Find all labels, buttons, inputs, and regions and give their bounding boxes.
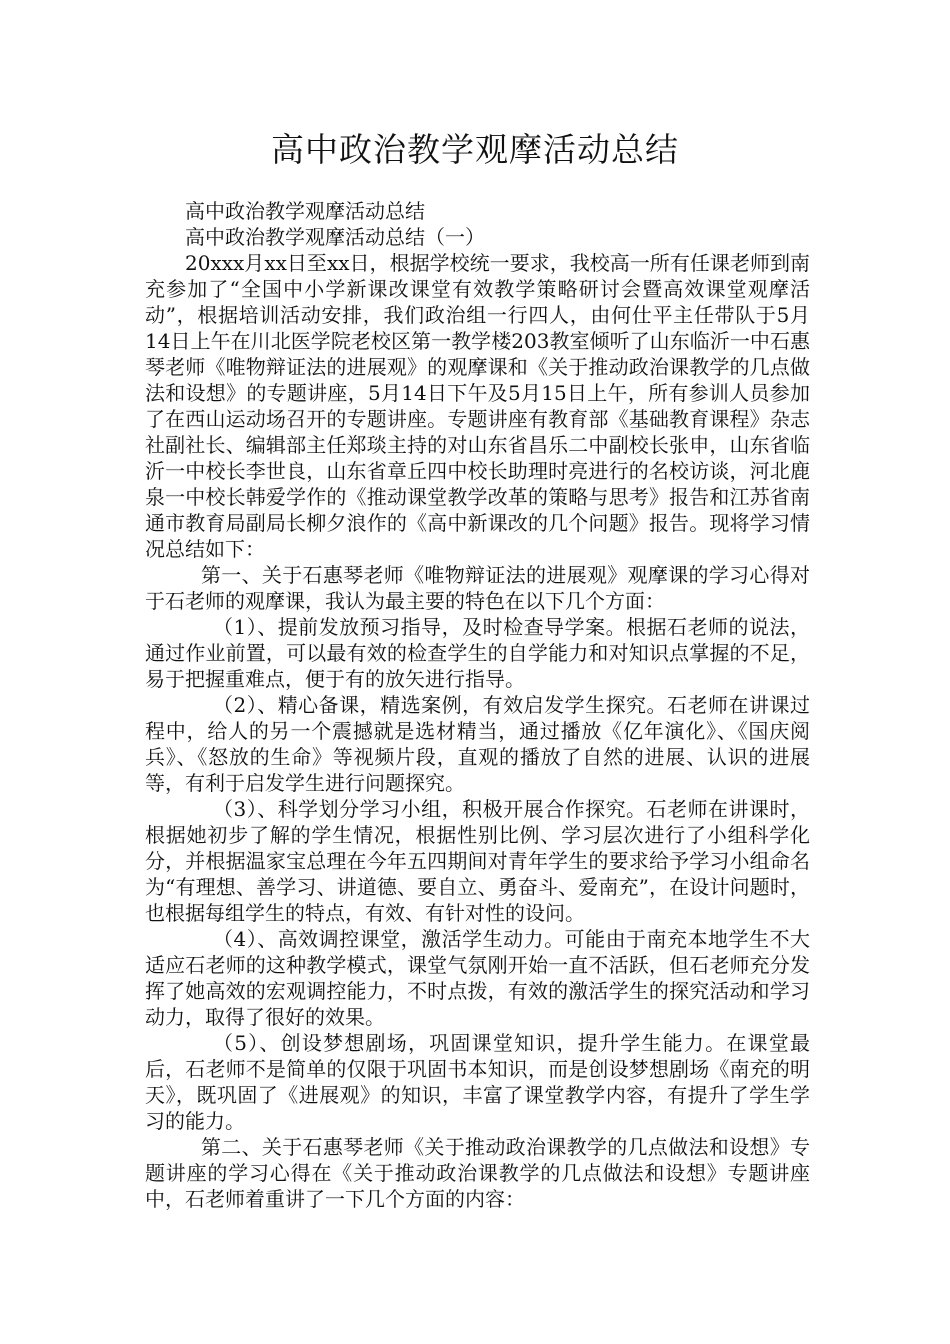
body-paragraph: （2）、精心备课，精选案例，有效启发学生探究。石老师在讲课过程中，给人的另一个震撼就是选材精当，通过播放《亿年演化》、《国庆阅兵》、《怒放的生命》等视频片段，直观的播放了自然的进展、认识的进展等，有利于启发学生进行问题探究。: [145, 693, 810, 795]
body-paragraph: （4）、高效调控课堂，激活学生动力。可能由于南充本地学生不大适应石老师的这种教学模式，课堂气氛刚开始一直不活跃，但石老师充分发挥了她高效的宏观调控能力，不时点拨，有效的激活学生的探究活动和学习动力，取得了很好的效果。: [145, 927, 810, 1029]
body-paragraph: （3）、科学划分学习小组，积极开展合作探究。石老师在讲课时，根据她初步了解的学生情况，根据性别比例、学习层次进行了小组科学化分，并根据温家宝总理在今年五四期间对青年学生的要求给予学习小组命名为“有理想、善学习、讲道德、要自立、勇奋斗、爱南充”，在设计问题时，也根据每组学生的特点，有效、有针对性的设问。: [145, 797, 810, 925]
document-body: [145, 198, 810, 1212]
body-paragraph: 第一、关于石惠琴老师《唯物辩证法的进展观》观摩课的学习心得对于石老师的观摩课，我认为最主要的特色在以下几个方面：: [145, 563, 810, 613]
body-paragraph: 20xxx月xx日至xx日，根据学校统一要求，我校高一所有任课老师到南充参加了“全国中小学新课改课堂有效教学策略研讨会暨高效课堂观摩活动”，根据培训活动安排，我们政治组一行四人，由何仕平主任带队于5月14日上午在川北医学院老校区第一教学楼203教室倾听了山东临沂一中石惠琴老师《唯物辩证法的进展观》的观摩课和《关于推动政治课教学的几点做法和设想》的专题讲座，5月14日下午及5月15日上午，所有参训人员参加了在西山运动场召开的专题讲座。专题讲座有教育部《基础教育课程》杂志社副社长、编辑部主任郑琰主持的对山东省昌乐二中副校长张申，山东省临沂一中校长李世良，山东省章丘四中校长助理时亮进行的名校访谈，河北鹿泉一中校长韩爱学作的《推动课堂教学改革的策略与思考》报告和江苏省南通市教育局副局长柳夕浪作的《高中新课改的几个问题》报告。现将学习情况总结如下：: [145, 251, 810, 561]
body-paragraph: 第二、关于石惠琴老师《关于推动政治课教学的几点做法和设想》专题讲座的学习心得在《关于推动政治课教学的几点做法和设想》专题讲座中，石老师着重讲了一下几个方面的内容：: [145, 1135, 810, 1211]
subtitle-line: 高中政治教学观摩活动总结: [185, 199, 425, 223]
document-title: 高中政治教学观摩活动总结: [271, 130, 679, 169]
body-paragraph: （5）、创设梦想剧场，巩固课堂知识，提升学生能力。在课堂最后，石老师不是简单的仅限于巩固书本知识，而是创设梦想剧场《南充的明天》，既巩固了《进展观》的知识，丰富了课堂教学内容，有提升了学生学习的能力。: [145, 1031, 810, 1133]
section-heading: 高中政治教学观摩活动总结（一）: [185, 225, 485, 249]
body-paragraph: （1）、提前发放预习指导，及时检查导学案。根据石老师的说法，通过作业前置，可以最有效的检查学生的自学能力和对知识点掌握的不足，易于把握重难点，便于有的放矢进行指导。: [145, 615, 810, 691]
